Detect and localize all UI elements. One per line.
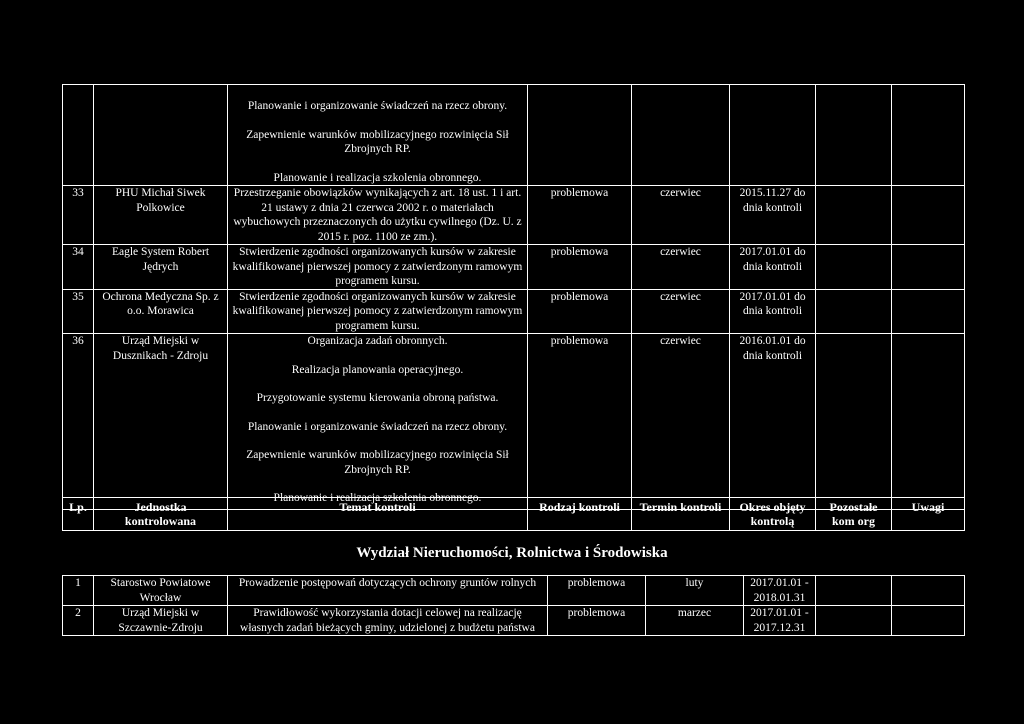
type-cell: problemowa: [548, 606, 646, 636]
table-row: [63, 85, 965, 186]
period-cell: 2017.01.01 - 2017.12.31: [744, 606, 816, 636]
topic-cell: Stwierdzenie zgodności organizowanych kursów w zakresie kwalifikowanej pierwszej pomocy z zatwierdzonym ramowym programem kursu.: [228, 245, 528, 290]
type-cell: problemowa: [528, 245, 632, 290]
header-type: Rodzaj kontroli: [528, 498, 632, 531]
header-row: [63, 498, 965, 531]
header-table: [62, 497, 965, 531]
period-cell: 2016.01.01 do dnia kontroli: [730, 334, 816, 510]
term-cell: czerwiec: [632, 245, 730, 290]
period-cell: 2015.11.27 do dnia kontroli: [730, 186, 816, 245]
header-notes: Uwagi: [892, 498, 965, 531]
type-cell: problemowa: [528, 186, 632, 245]
lp-cell: 35: [63, 289, 94, 334]
top-table: [62, 84, 965, 510]
table-row: [63, 289, 965, 334]
type-cell: problemowa: [528, 334, 632, 510]
lp-cell: 34: [63, 245, 94, 290]
topic-cell: Stwierdzenie zgodności organizowanych kursów w zakresie kwalifikowanej pierwszej pomocy z zatwierdzonym ramowym programem kursu.: [228, 289, 528, 334]
table-row: [63, 606, 965, 636]
header-period: Okres objęty kontrolą: [730, 498, 816, 531]
unit-cell: Starostwo Powiatowe Wrocław: [94, 576, 228, 606]
term-cell: luty: [646, 576, 744, 606]
table-row: [63, 186, 965, 245]
unit-cell: Ochrona Medyczna Sp. z o.o. Morawica: [94, 289, 228, 334]
bottom-table: [62, 575, 965, 636]
header-other: Pozostałe kom org: [816, 498, 892, 531]
topic-cell: Planowanie i organizowanie świadczeń na rzecz obrony. Zapewnienie warunków mobilizacyjnego rozwinięcia Sił Zbrojnych RP. Planowanie i realizacja szkolenia obronnego.: [228, 85, 528, 186]
period-cell: 2017.01.01 do dnia kontroli: [730, 289, 816, 334]
topic-cell: Przestrzeganie obowiązków wynikających z art. 18 ust. 1 i art. 21 ustawy z dnia 21 czerwca 2002 r. o materiałach wybuchowych przeznaczonych do użytku cywilnego (Dz. U. z 2015 r. poz. 1100 ze zm.).: [228, 186, 528, 245]
type-cell: problemowa: [548, 576, 646, 606]
lp-cell: 2: [63, 606, 94, 636]
header-unit: Jednostka kontrolowana: [94, 498, 228, 531]
table-row: [63, 576, 965, 606]
header-term: Termin kontroli: [632, 498, 730, 531]
lp-cell: 33: [63, 186, 94, 245]
table-row: [63, 334, 965, 510]
unit-cell: PHU Michał Siwek Polkowice: [94, 186, 228, 245]
term-cell: czerwiec: [632, 289, 730, 334]
term-cell: czerwiec: [632, 186, 730, 245]
unit-cell: Eagle System Robert Jędrych: [94, 245, 228, 290]
unit-cell: Urząd Miejski w Szczawnie-Zdroju: [94, 606, 228, 636]
period-cell: 2017.01.01 - 2018.01.31: [744, 576, 816, 606]
term-cell: marzec: [646, 606, 744, 636]
period-cell: 2017.01.01 do dnia kontroli: [730, 245, 816, 290]
term-cell: czerwiec: [632, 334, 730, 510]
section-title: Wydział Nieruchomości, Rolnictwa i Środowiska: [356, 545, 668, 561]
table-row: [63, 245, 965, 290]
unit-cell: Urząd Miejski w Dusznikach - Zdroju: [94, 334, 228, 510]
header-lp: Lp.: [63, 498, 94, 531]
topic-cell: Prawidłowość wykorzystania dotacji celowej na realizację własnych zadań bieżących gminy, udzielonej z budżetu państwa: [228, 606, 548, 636]
lp-cell: 36: [63, 334, 94, 510]
lp-cell: 1: [63, 576, 94, 606]
topic-cell: Organizacja zadań obronnych. Realizacja planowania operacyjnego. Przygotowanie systemu kierowania obroną państwa. Planowanie i organizowanie świadczeń na rzecz obrony. Zapewnienie warunków mobilizacyjnego rozwinięcia Sił Zbrojnych RP. Planowanie i realizacja szkolenia obronnego.: [228, 334, 528, 510]
type-cell: problemowa: [528, 289, 632, 334]
header-topic: Temat kontroli: [228, 498, 528, 531]
topic-cell: Prowadzenie postępowań dotyczących ochrony gruntów rolnych: [228, 576, 548, 606]
